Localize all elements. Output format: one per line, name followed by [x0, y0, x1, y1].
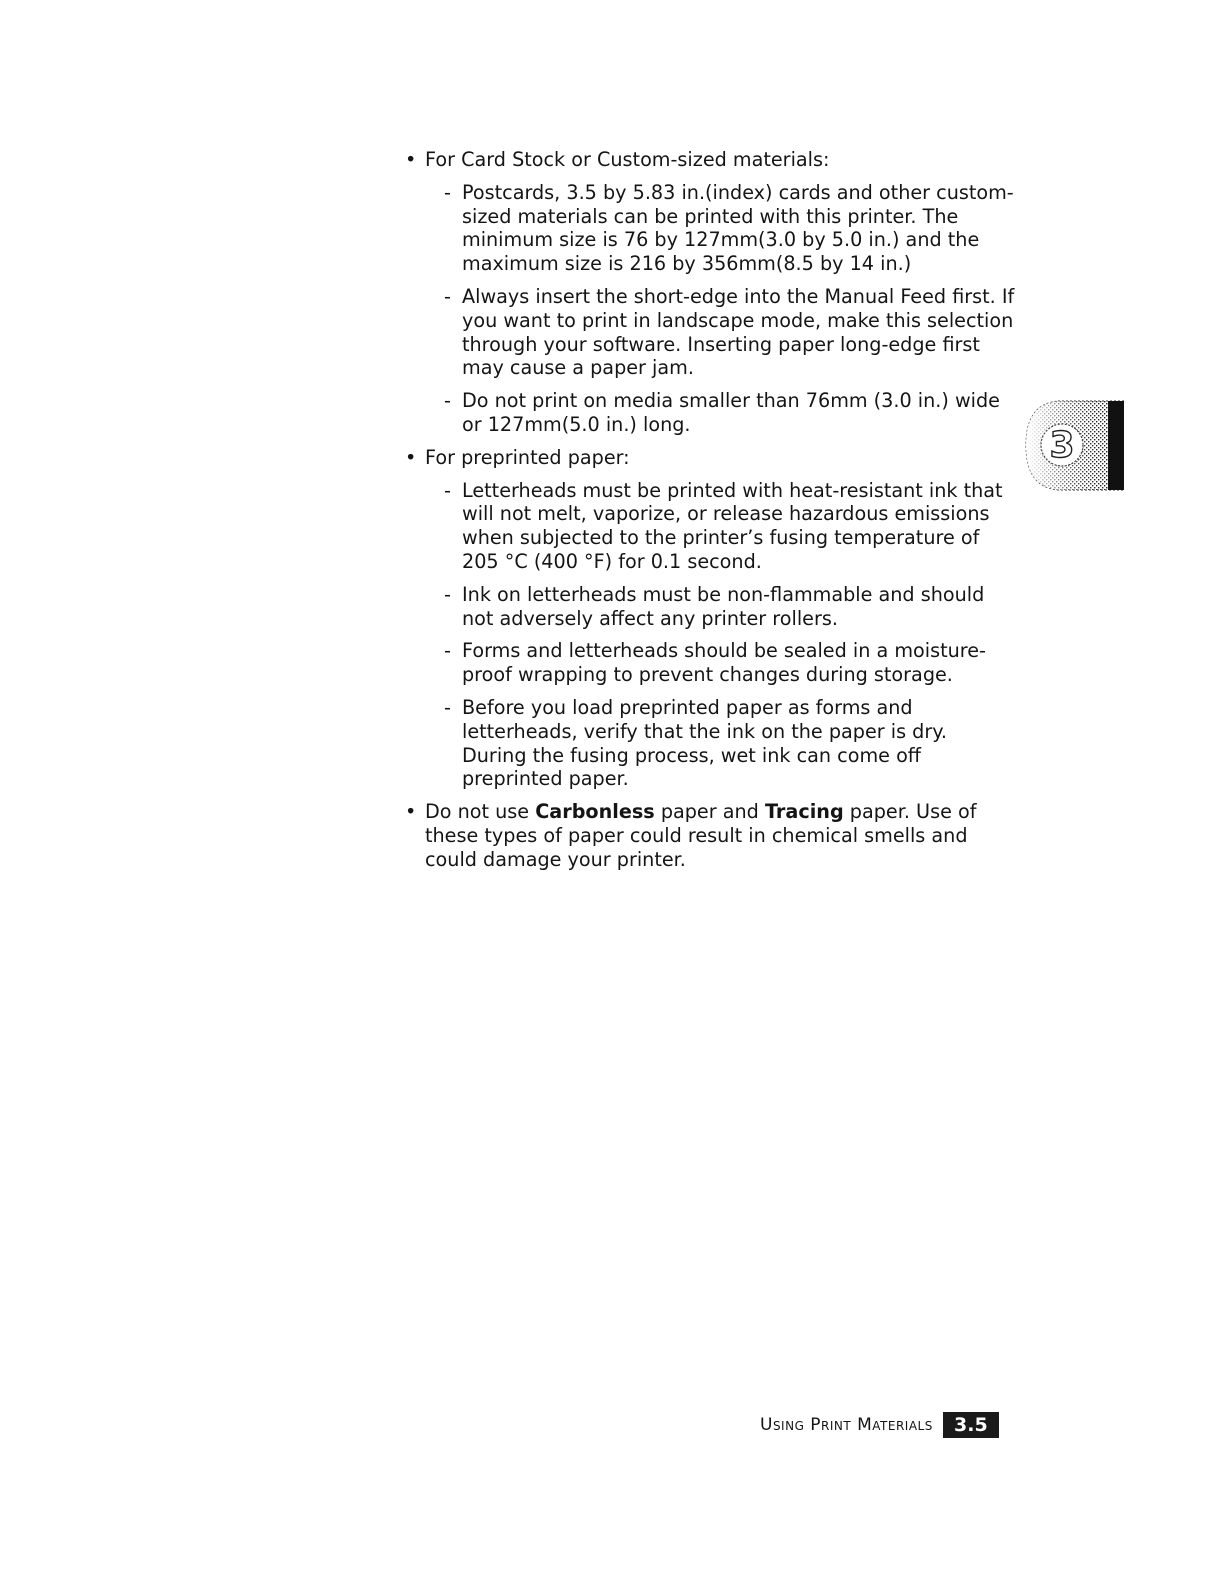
dash-marker: - — [444, 284, 451, 308]
page-footer — [760, 1411, 999, 1439]
dash-marker: - — [444, 180, 451, 204]
bullet-preprinted — [405, 446, 1015, 791]
page-body — [405, 148, 1015, 881]
chapter-tab — [1024, 397, 1124, 491]
list-item — [425, 181, 1015, 276]
dash-marker: - — [444, 639, 451, 663]
bold-term-tracing: Tracing — [764, 800, 844, 824]
list-item — [425, 479, 1015, 574]
dash-marker: - — [444, 695, 451, 719]
bullet-marker: • — [405, 800, 417, 824]
sub-list — [425, 479, 1015, 792]
list-item — [425, 583, 1015, 631]
text-run: paper. Use of these types of paper could result in chemical smells and could damage your printer. — [425, 800, 977, 871]
page-number-badge: 3.5 — [943, 1412, 999, 1438]
sub-list — [425, 181, 1015, 437]
bullet-marker: • — [405, 445, 417, 469]
list-item-text: Before you load preprinted paper as forms and letterheads, verify that the ink on the paper is dry. During the fusing process, wet ink can come off preprinted paper. — [462, 695, 947, 791]
bullet-text: For Card Stock or Custom-sized materials: — [425, 148, 830, 171]
dash-marker: - — [444, 478, 451, 502]
list-item — [425, 639, 1015, 687]
dash-marker: - — [444, 582, 451, 606]
chapter-tab-graphic — [1024, 397, 1124, 491]
footer-section-title: Using Print Materials — [760, 1415, 933, 1435]
list-item-text: Postcards, 3.5 by 5.83 in.(index) cards and other custom-sized materials can be printed with this printer. The minimum size is 76 by 127mm(3.0 by 5.0 in.) and the maximum size is 216 by 356mm(8.5 by 14 in.) — [462, 180, 1014, 276]
list-item-text: Do not print on media smaller than 76mm (3.0 in.) wide or 127mm(5.0 in.) long. — [462, 389, 1000, 436]
bold-term-carbonless: Carbonless — [535, 800, 655, 824]
bullet-text — [425, 800, 976, 871]
bullet-card-stock — [405, 148, 1015, 437]
bullet-text: For preprinted paper: — [425, 445, 630, 469]
chapter-number: 3 — [1049, 425, 1075, 466]
list-item — [425, 696, 1015, 791]
list-item-text: Always insert the short-edge into the Manual Feed first. If you want to print in landscape mode, make this selection through your software. Inserting paper long-edge first may cause a paper jam. — [462, 284, 1015, 380]
text-run: Do not use — [425, 800, 536, 824]
bullet-carbonless — [405, 800, 1015, 871]
list-item — [425, 285, 1015, 380]
list-item — [425, 389, 1015, 437]
bullet-marker: • — [405, 148, 417, 171]
list-item-text: Ink on letterheads must be non-flammable and should not adversely affect any printer rollers. — [462, 582, 985, 630]
text-run: paper and — [654, 800, 765, 824]
dash-marker: - — [444, 389, 451, 413]
list-item-text: Letterheads must be printed with heat-resistant ink that will not melt, vaporize, or release hazardous emissions when subjected to the printer’s fusing temperature of 205 °C (400 °F) for 0.1 second. — [462, 478, 1003, 573]
list-item-text: Forms and letterheads should be sealed in a moisture-proof wrapping to prevent changes during storage. — [462, 639, 986, 687]
